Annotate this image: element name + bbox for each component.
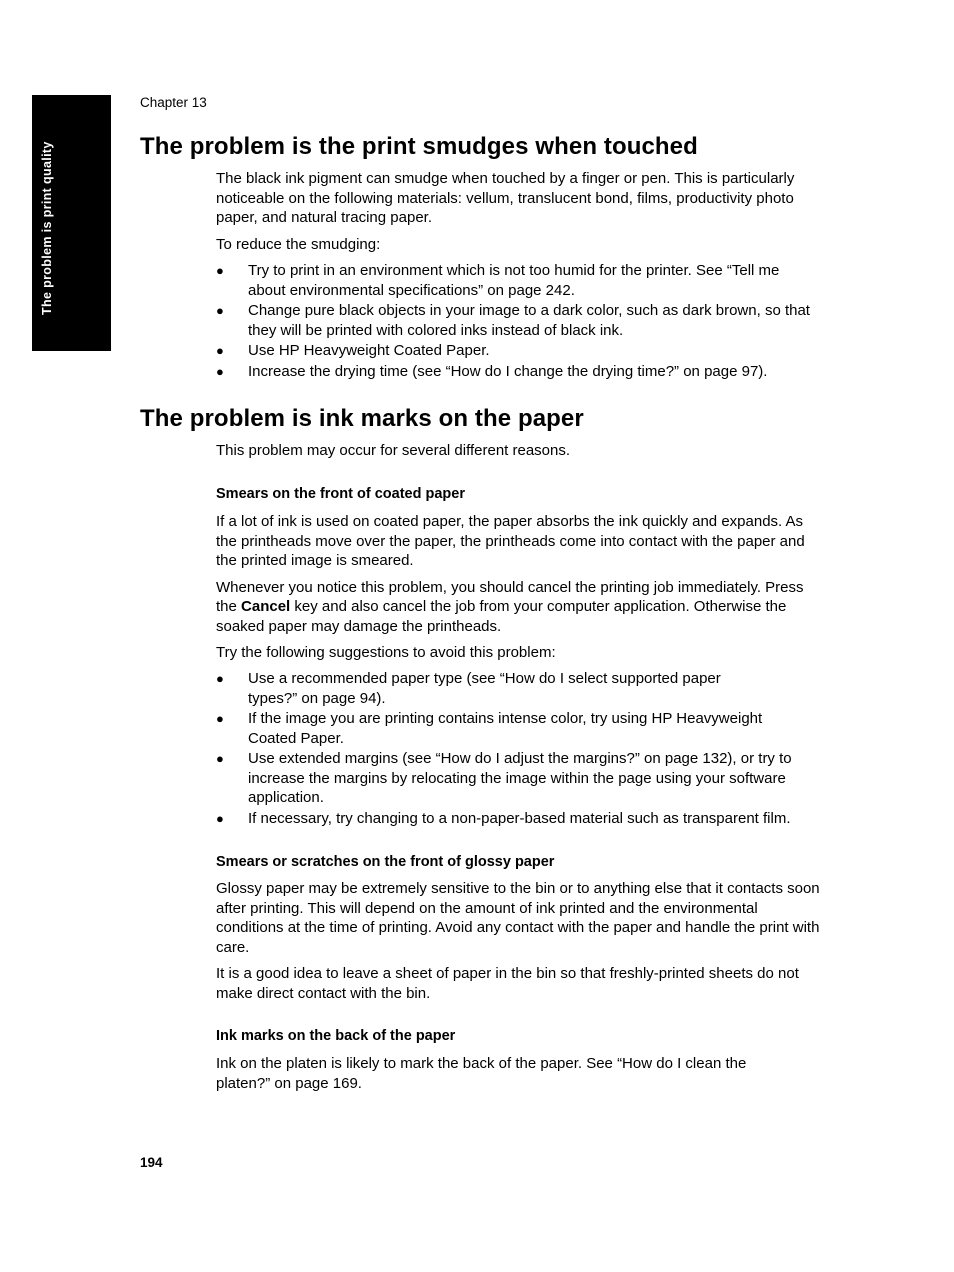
section2-intro: This problem may occur for several different reasons. [216,442,571,459]
list-item: ● Try to print in an environment which is not too humid for the printer. See “Tell me about environmental specifications” on page 242. [216,262,780,299]
list-item: ● Increase the drying time (see “How do I change the drying time?” on page 97). [216,362,768,380]
section1-reduce: To reduce the smudging: [216,235,381,253]
coated-bullet-list [216,669,836,829]
bullet-icon: ● [216,363,224,379]
coated-para2: Whenever you notice this problem, you should cancel the printing job immediately. Press the Cancel key and also cancel the job from your computer application. Otherwise the soaked paper may damage the printheads. [216,578,804,635]
glossy-para1: Glossy paper may be extremely sensitive to the bin or to anything else that it contacts soon after printing. This will depend on the amount of ink printed and the environmental conditions at the time of printing. Avoid any contact with the paper and handle the print with care. [216,880,820,956]
bullet-icon: ● [216,711,224,726]
coated-para1: If a lot of ink is used on coated paper, the paper absorbs the ink quickly and expands. As the printheads move over the paper, the printheads come into contact with the paper and the printed image is smeared. [216,513,805,569]
bullet-icon: ● [216,263,224,278]
side-tab-label: The problem is print quality [40,141,54,315]
section-title-ink-marks: The problem is ink marks on the paper [140,405,584,432]
section1-intro-block [216,169,796,254]
section-title-smudges: The problem is the print smudges when touched [140,133,698,160]
cancel-key-label: Cancel [241,598,291,615]
bullet-icon: ● [216,810,224,826]
coated-paragraphs [216,512,824,663]
subsection-title-back: Ink marks on the back of the paper [216,1028,456,1044]
subsection-title-glossy: Smears or scratches on the front of glossy paper [216,854,555,870]
chapter-label: Chapter 13 [140,95,207,110]
back-para1: Ink on the platen is likely to mark the back of the paper. See “How do I clean the platen?” on page 169. [216,1055,747,1092]
section1-intro: The black ink pigment can smudge when touched by a finger or pen. This is particularly noticeable on the following materials: vellum, translucent bond, films, productivity photo paper, and natural tracing paper. [216,170,795,226]
subsection-title-coated: Smears on the front of coated paper [216,486,465,502]
list-item: ● If necessary, try changing to a non-paper-based material such as transparent film. [216,809,791,827]
section1-bullet-list [216,261,821,382]
list-item: ● Use HP Heavyweight Coated Paper. [216,342,490,359]
glossy-paragraphs [216,879,821,1003]
bullet-icon: ● [216,343,224,358]
list-item: ● If the image you are printing contains intense color, try using HP Heavyweight Coated Paper. [216,710,763,747]
page-number: 194 [140,1155,163,1170]
bullet-icon: ● [216,671,224,686]
list-item: ● Change pure black objects in your image to a dark color, such as dark brown, so that they will be printed with colored inks instead of black ink. [216,302,810,339]
coated-para3: Try the following suggestions to avoid this problem: [216,644,556,661]
list-item: ● Use a recommended paper type (see “How do I select supported paper types?” on page 94). [216,670,721,707]
glossy-para2: It is a good idea to leave a sheet of paper in the bin so that freshly-printed sheets do not make direct contact with the bin. [216,965,799,1002]
list-item: ● Use extended margins (see “How do I adjust the margins?” on page 132), or try to increase the margins by relocating the image within the page using your software application. [216,750,792,806]
bullet-icon: ● [216,303,224,318]
bullet-icon: ● [216,751,224,766]
